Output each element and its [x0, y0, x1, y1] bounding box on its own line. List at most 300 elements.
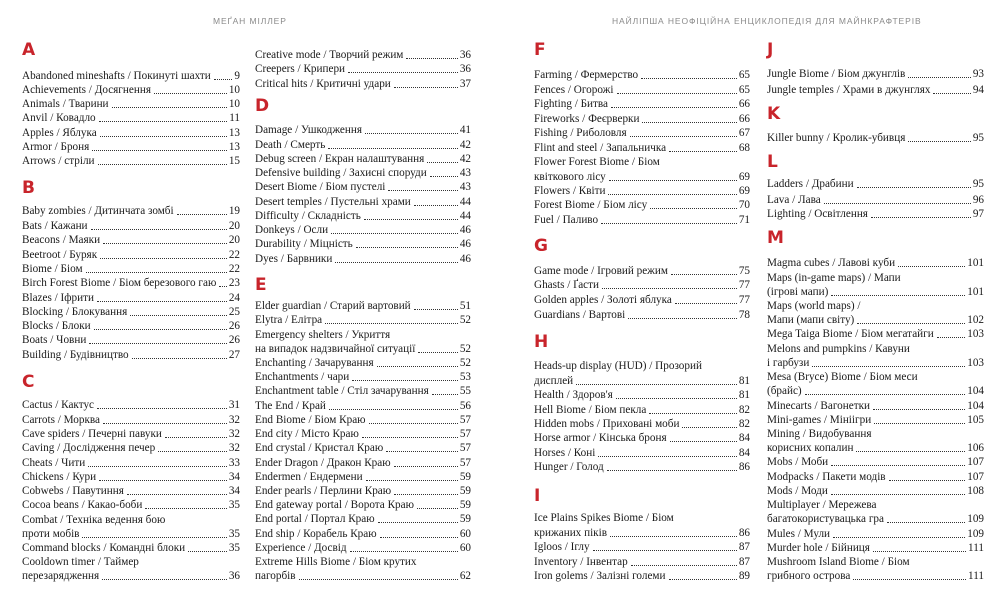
index-entry-end-portal: [255, 512, 471, 526]
entry-page-number: 59: [459, 485, 471, 497]
dot-leader: [214, 79, 233, 80]
dot-leader: [417, 508, 458, 509]
dot-leader: [833, 537, 965, 538]
index-entry-desert-biome: [255, 180, 471, 194]
dot-leader: [598, 456, 736, 457]
entry-page-number: 106: [967, 442, 984, 454]
entry-page-number: 107: [967, 471, 984, 483]
dot-leader: [831, 295, 965, 296]
entry-term: Mesa (Bryce) Biome / Біом меси: [767, 371, 918, 383]
entry-page-number: 59: [459, 513, 471, 525]
index-entry-ender-dragon: [255, 456, 471, 470]
entry-term: Beetroot / Буряк: [22, 249, 98, 261]
index-entry-ender-pearls: [255, 484, 471, 498]
entry-term: Creepers / Крипери: [255, 63, 346, 75]
entry-page-number: 86: [738, 461, 750, 473]
entry-page-number: 101: [967, 286, 984, 298]
dot-leader: [812, 366, 965, 367]
index-letter-k: K: [767, 104, 781, 124]
dot-leader: [641, 78, 737, 79]
dot-leader: [874, 423, 965, 424]
dot-leader: [414, 205, 458, 206]
index-entry-damage: [255, 123, 471, 137]
entry-term: Lava / Лава: [767, 194, 821, 206]
entry-page-number: 10: [228, 98, 240, 110]
index-entry-defensive-building: [255, 166, 471, 180]
dot-leader: [649, 413, 736, 414]
entry-term: Cheats / Чити: [22, 457, 86, 469]
index-entry-hunger: [534, 460, 750, 474]
entry-term: Mules / Мули: [767, 528, 831, 540]
index-entry-end-ship: [255, 527, 471, 541]
entry-page-number: 56: [459, 400, 471, 412]
entry-term: Debug screen / Екран налаштування: [255, 153, 425, 165]
index-entry-maps-world-maps: [767, 299, 984, 313]
index-entry-achievements: [22, 83, 240, 97]
index-entry-continued: [534, 374, 750, 388]
index-entry-the-end: [255, 399, 471, 413]
entry-page-number: 52: [459, 343, 471, 355]
entry-page-number: 70: [738, 199, 750, 211]
index-letter-i: I: [534, 486, 541, 506]
dot-leader: [366, 480, 458, 481]
index-letter-f: F: [534, 40, 546, 60]
dot-leader: [127, 494, 227, 495]
index-entry-birch-forest-biome: [22, 276, 240, 290]
entry-page-number: 104: [967, 400, 984, 412]
dot-leader: [427, 162, 458, 163]
index-entry-jungle-temples: [767, 83, 984, 97]
entry-term: Desert temples / Пустельні храми: [255, 196, 411, 208]
entry-term: проти мобів: [22, 528, 80, 540]
entry-term: Chickens / Кури: [22, 471, 97, 483]
index-entry-combat: [22, 513, 240, 527]
index-entry-caving: [22, 441, 240, 455]
entry-page-number: 109: [967, 528, 984, 540]
index-entry-fuel: [534, 213, 750, 227]
index-entry-baby-zombies: [22, 204, 240, 218]
entry-page-number: 59: [459, 471, 471, 483]
entry-term: Desert Biome / Біом пустелі: [255, 181, 386, 193]
dot-leader: [576, 384, 737, 385]
dot-leader: [165, 437, 227, 438]
entry-page-number: 111: [968, 542, 984, 554]
index-entry-multiplayer: [767, 498, 984, 512]
index-entry-chickens: [22, 470, 240, 484]
entry-page-number: 10: [228, 84, 240, 96]
index-entry-golden-apples: [534, 293, 750, 307]
dot-leader: [414, 309, 458, 310]
entry-page-number: 81: [738, 375, 750, 387]
entry-term: Emergency shelters / Укриття: [255, 329, 391, 341]
entry-page-number: 46: [459, 224, 471, 236]
entry-page-number: 43: [459, 167, 471, 179]
dot-leader: [805, 394, 966, 395]
entry-term: Fishing / Риболовля: [534, 127, 627, 139]
dot-leader: [219, 286, 227, 287]
index-entry-blazes: [22, 291, 240, 305]
dot-leader: [430, 176, 458, 177]
entry-term: Multiplayer / Мережева: [767, 499, 877, 511]
running-head-author: МЕҐАН МІЛЛЕР: [213, 16, 287, 26]
entry-term: Mobs / Моби: [767, 456, 829, 468]
entry-term: End crystal / Кристал Краю: [255, 442, 384, 454]
dot-leader: [432, 394, 458, 395]
entry-page-number: 89: [738, 570, 750, 582]
entry-term: Death / Смерть: [255, 139, 326, 151]
index-entry-anvil: [22, 111, 240, 125]
entry-page-number: 9: [234, 70, 240, 82]
entry-term: Hunger / Голод: [534, 461, 604, 473]
dot-leader: [857, 187, 971, 188]
entry-page-number: 33: [228, 457, 240, 469]
dot-leader: [671, 274, 737, 275]
dot-leader: [873, 409, 965, 410]
dot-leader: [631, 565, 737, 566]
entry-term: Mods / Моди: [767, 485, 828, 497]
entry-term: Magma cubes / Лавові куби: [767, 257, 896, 269]
entry-page-number: 32: [228, 414, 240, 426]
entry-page-number: 44: [459, 196, 471, 208]
entry-term: Health / Здоров'я: [534, 389, 613, 401]
entry-term: Armor / Броня: [22, 141, 90, 153]
entry-term: Maps (in-game maps) / Мапи: [767, 272, 901, 284]
index-letter-l: L: [767, 152, 778, 172]
index-entry-continued: [534, 170, 750, 184]
index-entry-abandoned-mineshafts: [22, 69, 240, 83]
dot-leader: [650, 208, 737, 209]
index-entry-continued: [767, 441, 984, 455]
entry-term: Game mode / Ігровий режим: [534, 265, 668, 277]
dot-leader: [853, 579, 966, 580]
index-entry-heads-up-display-hud: [534, 359, 750, 373]
entry-term: і гарбузи: [767, 357, 810, 369]
entry-page-number: 43: [459, 181, 471, 193]
dot-leader: [601, 223, 737, 224]
entry-page-number: 84: [738, 432, 750, 444]
entry-term: Animals / Тварини: [22, 98, 109, 110]
entry-term: квіткового лісу: [534, 171, 606, 183]
entry-term: Farming / Фермерство: [534, 69, 639, 81]
entry-term: Inventory / Інвентар: [534, 556, 628, 568]
entry-page-number: 22: [228, 249, 240, 261]
dot-leader: [130, 315, 227, 316]
dot-leader: [608, 194, 736, 195]
entry-term: Murder hole / Бійниця: [767, 542, 870, 554]
entry-page-number: 69: [738, 185, 750, 197]
dot-leader: [86, 272, 227, 273]
index-entry-continued: [767, 512, 984, 526]
index-entry-building: [22, 348, 240, 362]
entry-term: грибного острова: [767, 570, 851, 582]
dot-leader: [908, 141, 970, 142]
index-entry-apples: [22, 126, 240, 140]
entry-page-number: 60: [459, 542, 471, 554]
index-entry-continued: [255, 569, 471, 583]
entry-term: Jungle temples / Храми в джунглях: [767, 84, 931, 96]
index-entry-lighting: [767, 207, 984, 221]
entry-page-number: 78: [738, 309, 750, 321]
entry-term: Ice Plains Spikes Biome / Біом: [534, 512, 674, 524]
dot-leader: [103, 423, 227, 424]
index-entry-boats: [22, 333, 240, 347]
dot-leader: [103, 243, 227, 244]
index-entry-flint-and-steel: [534, 141, 750, 155]
dot-leader: [898, 266, 965, 267]
dot-leader: [98, 164, 227, 165]
entry-page-number: 26: [228, 320, 240, 332]
entry-term: Abandoned mineshafts / Покинуті шахти: [22, 70, 211, 82]
entry-term: Mini-games / Мініігри: [767, 414, 872, 426]
dot-leader: [394, 87, 458, 88]
index-entry-mega-taiga-biome: [767, 327, 984, 341]
entry-term: Cave spiders / Печерні павуки: [22, 428, 162, 440]
entry-page-number: 57: [459, 414, 471, 426]
dot-leader: [630, 136, 737, 137]
dot-leader: [616, 398, 737, 399]
index-entry-enchantment-table: [255, 384, 471, 398]
entry-term: (ігрові мапи): [767, 286, 829, 298]
entry-term: Golden apples / Золоті яблука: [534, 294, 672, 306]
index-entry-farming: [534, 68, 750, 82]
index-entry-beacons: [22, 233, 240, 247]
entry-term: Lighting / Освітлення: [767, 208, 868, 220]
entry-term: Guardians / Вартові: [534, 309, 626, 321]
index-entry-elder-guardian: [255, 299, 471, 313]
entry-page-number: 86: [738, 527, 750, 539]
dot-leader: [873, 551, 966, 552]
entry-page-number: 52: [459, 314, 471, 326]
entry-term: Extreme Hills Biome / Біом крутих: [255, 556, 417, 568]
dot-leader: [593, 550, 737, 551]
entry-term: на випадок надзвичайної ситуації: [255, 343, 416, 355]
index-entry-ghasts: [534, 278, 750, 292]
index-entry-arrows: [22, 154, 240, 168]
entry-term: Melons and pumpkins / Кавуни: [767, 343, 910, 355]
entry-page-number: 13: [228, 127, 240, 139]
index-entry-dyes: [255, 252, 471, 266]
entry-page-number: 35: [228, 499, 240, 511]
entry-page-number: 53: [459, 371, 471, 383]
entry-page-number: 46: [459, 253, 471, 265]
index-entry-end-biome: [255, 413, 471, 427]
entry-page-number: 65: [738, 84, 750, 96]
dot-leader: [670, 441, 737, 442]
entry-page-number: 34: [228, 471, 240, 483]
entry-term: Enchanting / Зачарування: [255, 357, 374, 369]
index-entry-cooldown-timer: [22, 555, 240, 569]
entry-term: Damage / Ушкодження: [255, 124, 363, 136]
entry-page-number: 87: [738, 541, 750, 553]
entry-term: багатокористувацька гра: [767, 513, 884, 525]
index-entry-mobs: [767, 455, 984, 469]
index-entry-hell-biome: [534, 403, 750, 417]
entry-term: Enchantment table / Стіл зачарування: [255, 385, 429, 397]
index-entry-melons-and-pumpkins: [767, 342, 984, 356]
entry-term: Blocks / Блоки: [22, 320, 91, 332]
dot-leader: [177, 214, 227, 215]
index-entry-modpacks: [767, 470, 984, 484]
entry-page-number: 15: [228, 155, 240, 167]
entry-term: Ender Dragon / Дракон Краю: [255, 457, 391, 469]
index-entry-forest-biome: [534, 198, 750, 212]
entry-term: Cocoa beans / Какао-боби: [22, 499, 143, 511]
index-entry-beetroot: [22, 248, 240, 262]
dot-leader: [669, 579, 737, 580]
dot-leader: [887, 522, 965, 523]
entry-term: дисплей: [534, 375, 574, 387]
dot-leader: [188, 551, 227, 552]
entry-page-number: 42: [459, 139, 471, 151]
index-letter-e: E: [255, 275, 267, 295]
index-letter-g: G: [534, 236, 548, 256]
index-entry-minecarts: [767, 399, 984, 413]
dot-leader: [364, 219, 458, 220]
entry-term: Apples / Яблука: [22, 127, 97, 139]
entry-page-number: 57: [459, 442, 471, 454]
index-entry-flowers: [534, 184, 750, 198]
dot-leader: [362, 437, 458, 438]
index-entry-mesa-bryce-biome: [767, 370, 984, 384]
dot-leader: [831, 494, 965, 495]
dot-leader: [331, 233, 458, 234]
dot-leader: [831, 465, 965, 466]
entry-page-number: 69: [738, 171, 750, 183]
index-entry-continued: [255, 342, 471, 356]
dot-leader: [682, 427, 736, 428]
dot-leader: [607, 470, 737, 471]
index-entry-animals: [22, 97, 240, 111]
index-entry-horses: [534, 446, 750, 460]
index-entry-ice-plains-spikes-biome: [534, 511, 750, 525]
dot-leader: [99, 480, 227, 481]
index-entry-continued: [22, 527, 240, 541]
entry-term: Flint and steel / Запальничка: [534, 142, 667, 154]
index-entry-carrots: [22, 413, 240, 427]
entry-term: Endermen / Ендермени: [255, 471, 363, 483]
dot-leader: [675, 303, 737, 304]
index-entry-inventory: [534, 555, 750, 569]
dot-leader: [335, 262, 457, 263]
entry-term: Forest Biome / Біом лісу: [534, 199, 648, 211]
dot-leader: [386, 451, 458, 452]
entry-page-number: 46: [459, 238, 471, 250]
entry-term: Donkeys / Осли: [255, 224, 329, 236]
index-entry-creative-mode: [255, 48, 471, 62]
entry-page-number: 57: [459, 428, 471, 440]
entry-term: Fences / Огорожі: [534, 84, 614, 96]
entry-term: Iron golems / Залізні големи: [534, 570, 666, 582]
entry-page-number: 60: [459, 528, 471, 540]
dot-leader: [82, 537, 226, 538]
entry-term: Horses / Коні: [534, 447, 596, 459]
index-entry-fighting: [534, 97, 750, 111]
index-entry-cheats: [22, 456, 240, 470]
index-entry-continued: [767, 313, 984, 327]
entry-page-number: 36: [228, 570, 240, 582]
entry-page-number: 26: [228, 334, 240, 346]
index-entry-guardians: [534, 308, 750, 322]
dot-leader: [388, 190, 457, 191]
entry-page-number: 97: [972, 208, 984, 220]
dot-leader: [99, 121, 228, 122]
index-entry-health: [534, 388, 750, 402]
entry-term: Hidden mobs / Приховані моби: [534, 418, 680, 430]
running-head-book-title: НАЙЛІПША НЕОФІЦІЙНА ЕНЦИКЛОПЕДІЯ ДЛЯ МАЙНКРАФТЕРІВ: [612, 16, 922, 26]
index-entry-experience: [255, 541, 471, 555]
index-entry-horse-armor: [534, 431, 750, 445]
entry-page-number: 52: [459, 357, 471, 369]
index-entry-mushroom-island-biome: [767, 555, 984, 569]
entry-page-number: 77: [738, 294, 750, 306]
entry-page-number: 111: [968, 570, 984, 582]
entry-term: Jungle Biome / Біом джунглів: [767, 68, 906, 80]
dot-leader: [92, 150, 227, 151]
entry-page-number: 82: [738, 404, 750, 416]
dot-leader: [669, 151, 737, 152]
entry-term: Durability / Міцність: [255, 238, 353, 250]
entry-term: Blocking / Блокування: [22, 306, 128, 318]
index-letter-m: M: [767, 228, 784, 248]
entry-page-number: 71: [738, 214, 750, 226]
dot-leader: [908, 77, 970, 78]
entry-page-number: 55: [459, 385, 471, 397]
entry-page-number: 35: [228, 542, 240, 554]
entry-term: Flowers / Квіти: [534, 185, 606, 197]
dot-leader: [937, 337, 965, 338]
dot-leader: [609, 180, 737, 181]
index-entry-cactus: [22, 398, 240, 412]
index-entry-killer-bunny: [767, 131, 984, 145]
entry-term: Enchantments / чари: [255, 371, 350, 383]
dot-leader: [100, 258, 227, 259]
index-entry-difficulty: [255, 209, 471, 223]
entry-term: Caving / Дослідження печер: [22, 442, 156, 454]
dot-leader: [348, 72, 458, 73]
entry-term: Dyes / Барвники: [255, 253, 333, 265]
entry-page-number: 31: [228, 399, 240, 411]
index-entry-desert-temples: [255, 195, 471, 209]
dot-leader: [377, 366, 458, 367]
index-entry-extreme-hills-biome: [255, 555, 471, 569]
entry-term: корисних копалин: [767, 442, 854, 454]
entry-term: Ghasts / Ґасти: [534, 279, 600, 291]
index-entry-murder-hole: [767, 541, 984, 555]
index-entry-mini-games: [767, 413, 984, 427]
entry-term: Fireworks / Феєрверки: [534, 113, 640, 125]
entry-term: Heads-up display (HUD) / Прозорий: [534, 360, 702, 372]
index-entry-maps-in-game-maps: [767, 271, 984, 285]
dot-leader: [617, 93, 737, 94]
entry-term: Bats / Кажани: [22, 220, 88, 232]
entry-page-number: 75: [738, 265, 750, 277]
entry-term: Killer bunny / Кролик-убивця: [767, 132, 906, 144]
index-entry-hidden-mobs: [534, 417, 750, 431]
entry-term: Building / Будівництво: [22, 349, 129, 361]
entry-term: Modpacks / Пакети модів: [767, 471, 886, 483]
entry-page-number: 96: [972, 194, 984, 206]
entry-term: Birch Forest Biome / Біом березового гаю: [22, 277, 217, 289]
index-entry-continued: [767, 384, 984, 398]
dot-leader: [102, 579, 227, 580]
entry-term: End city / Місто Краю: [255, 428, 359, 440]
entry-term: Command blocks / Командні блоки: [22, 542, 186, 554]
dot-leader: [933, 93, 970, 94]
dot-leader: [328, 148, 457, 149]
index-entry-debug-screen: [255, 152, 471, 166]
index-entry-blocks: [22, 319, 240, 333]
index-entry-continued: [534, 526, 750, 540]
